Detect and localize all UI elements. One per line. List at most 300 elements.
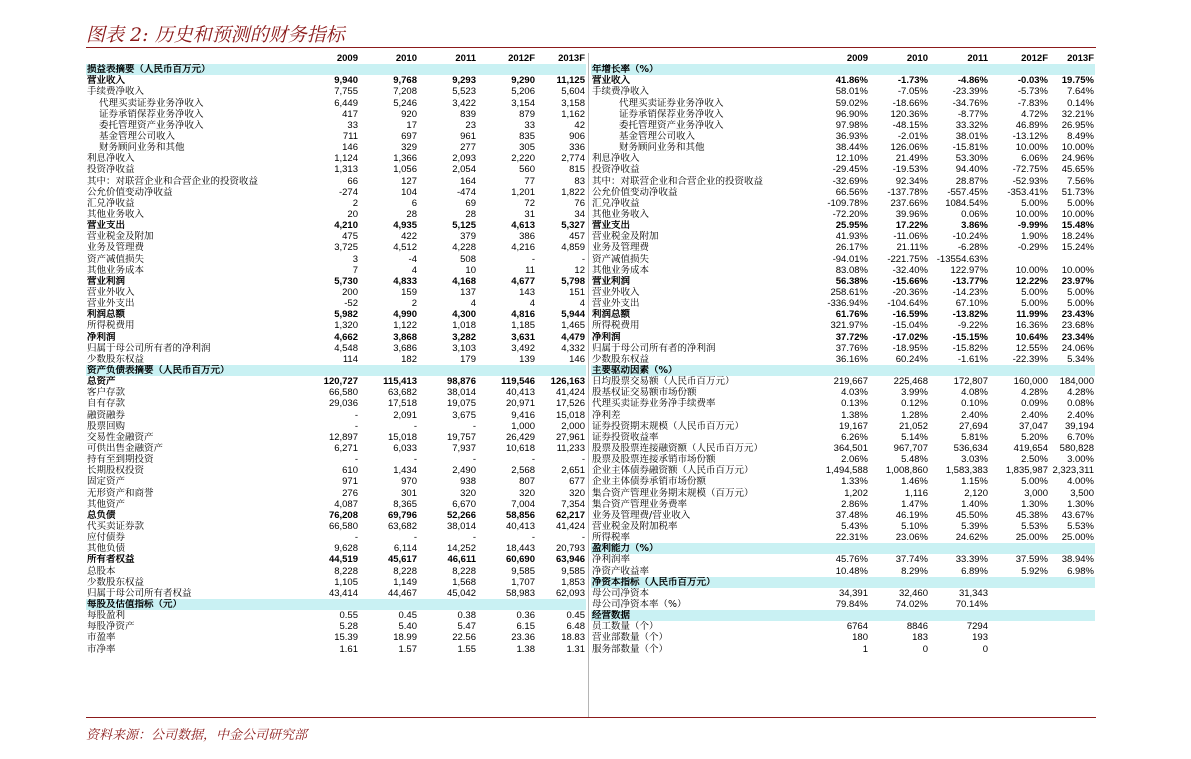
cell-value: 28 [406,209,417,221]
cell-value: 379 [460,231,476,243]
cell-value: 66,580 [328,520,358,532]
cell-value: 16.36% [1015,320,1048,332]
cell-value: 1,000 [511,420,535,432]
cell-value: 76 [574,197,585,209]
row-label: 员工数量（个） [592,621,659,633]
cell-value: 12.22% [1015,275,1048,287]
cell-value: 1,202 [844,487,868,499]
cell-value: -9.22% [957,320,988,332]
cell-value: 2.40% [1067,409,1094,421]
table-row [591,532,1095,543]
row-label: 每股净资产 [87,621,135,633]
row-label: 股票及股票连接融资额（人民币百万元） [592,442,764,454]
table-row [591,254,1095,265]
table-row [591,632,1095,643]
section-header-row [86,599,586,610]
cell-value: 27,694 [958,420,988,432]
cell-value: 9,290 [511,75,535,87]
row-label: 少数股东权益 [592,353,650,365]
cell-value: 40,413 [505,387,535,399]
cell-value: -13554.63% [936,253,988,265]
cell-value [1049,643,1095,654]
table-row [591,465,1095,476]
row-label: 净利润 [87,331,116,343]
cell-value: -13.12% [1012,131,1048,143]
cell-value: -1.73% [897,75,928,87]
cell-value: 180 [852,632,868,644]
cell-value: - [354,532,358,544]
table-row [86,287,586,298]
row-label: 长期股权投资 [87,465,145,477]
cell-value: 3,154 [511,97,535,109]
table-row [591,387,1095,398]
cell-value: 26.95% [1061,119,1094,131]
left-panel [86,53,586,655]
cell-value: 4.03% [841,387,868,399]
cell-value: 62,217 [555,509,585,521]
table-row [86,332,586,343]
cell-value: 26,429 [505,431,535,443]
table-row [86,499,586,510]
table-row [591,643,1095,654]
cell-value: 104 [401,186,417,198]
row-label: 少数股东权益 [87,576,145,588]
cell-value [1049,632,1095,643]
row-label: 基金管理公司收入 [99,131,176,143]
cell-value: 20,793 [555,543,585,555]
cell-value: 4,990 [393,309,417,321]
header-blank [86,53,300,64]
cell-value: 4.28% [1021,387,1048,399]
cell-value: - [531,253,535,265]
cell-value: 23.34% [1061,331,1094,343]
cell-value: 1.55 [457,643,476,655]
year-header: 2011 [455,53,476,65]
row-label: 其他资产 [87,498,126,510]
row-label: 其他业务成本 [87,264,145,276]
row-label: 代理买卖证券业务净手续费率 [592,398,716,410]
row-label: 其他负债 [87,543,126,555]
table-row [591,142,1095,153]
row-label: 企业主体债券承销市场份额 [592,476,707,488]
row-label: 服务部数量（个） [592,643,669,655]
cell-value: -15.66% [892,275,928,287]
cell-value: 6,670 [452,498,476,510]
cell-value: 164 [460,175,476,187]
row-label: 客户存款 [87,387,126,399]
cell-value: 225,468 [893,376,928,388]
cell-value: 7,937 [452,442,476,454]
table-row [591,454,1095,465]
cell-value: 79.84% [835,598,868,610]
cell-value: 44,467 [387,587,417,599]
row-label: 营业利润 [87,275,126,287]
row-label: 营业收入 [87,75,126,87]
row-label: 证券承销保荐业务净收入 [99,108,204,120]
cell-value: 63,682 [387,387,417,399]
cell-value: 5.14% [901,431,928,443]
cell-value: 23.06% [895,532,928,544]
cell-value: 5,944 [561,309,585,321]
cell-value: 417 [342,108,358,120]
cell-value: 1.90% [1021,231,1048,243]
cell-value [1049,599,1095,610]
cell-value: 1.38 [516,643,535,655]
row-label: 所得税费用 [592,320,640,332]
cell-value: 4,833 [393,275,417,287]
cell-value: 5.81% [961,431,988,443]
cell-value: 4,087 [334,498,358,510]
cell-value: 677 [569,476,585,488]
cell-value: 10.64% [1015,331,1048,343]
table-row [86,176,586,187]
table-row [591,242,1095,253]
table-row [591,287,1095,298]
cell-value: 5,604 [561,86,585,98]
row-label: 资产减值损失 [592,253,650,265]
cell-value: 5.34% [1067,353,1094,365]
cell-value: -221.75% [887,253,928,265]
table-row [86,387,586,398]
cell-value: 1.47% [901,498,928,510]
cell-value: 0.08% [1067,398,1094,410]
section-header-row [591,365,1095,376]
cell-value: 1.57 [398,643,417,655]
cell-value: 5.48% [901,454,928,466]
row-label: 每股盈利 [87,610,126,622]
row-label: 财务顾问业务和其他 [99,142,185,154]
cell-value: -10.24% [952,231,988,243]
row-label: 业务及管理费/营业收入 [592,509,691,521]
row-label: 可供出售金融资产 [87,442,164,454]
table-row [86,198,586,209]
cell-value: 70.14% [955,598,988,610]
cell-value: 72 [524,197,535,209]
row-label: 利息净收入 [87,153,135,165]
cell-value: 1,124 [334,153,358,165]
row-label: 市净率 [87,643,116,655]
cell-value: 5,523 [452,86,476,98]
cell-value [989,632,1049,643]
cell-value: 8,228 [393,565,417,577]
table-row [591,554,1095,565]
cell-value: -1.61% [957,353,988,365]
cell-value: -13.82% [952,309,988,321]
row-label: 证券承销保荐业务净收入 [619,108,724,120]
cell-value: 5,982 [334,309,358,321]
cell-value: -6.28% [957,242,988,254]
table-row [591,510,1095,521]
row-label: 所得税率 [592,532,631,544]
cell-value: 5,125 [452,220,476,232]
cell-value: - [472,420,476,432]
cell-value: - [354,454,358,466]
table-row [86,510,586,521]
cell-value: -23.39% [952,86,988,98]
cell-value: 24.06% [1061,342,1094,354]
growth-drivers-table [591,53,1095,655]
row-label: 股票回购 [87,420,126,432]
cell-value: 1.30% [1067,498,1094,510]
cell-value: -16.59% [892,309,928,321]
table-row [591,220,1095,231]
row-label: 所得税费用 [87,320,135,332]
table-row [591,343,1095,354]
cell-value: 0.13% [841,398,868,410]
cell-value: 1,853 [561,576,585,588]
table-row [591,398,1095,409]
cell-value: -5.73% [1017,86,1048,98]
cell-value: 2,490 [452,465,476,477]
cell-value: 11.99% [1016,309,1048,321]
cell-value: 971 [342,476,358,488]
cell-value: 0.09% [1021,398,1048,410]
row-label: 营业部数量（个） [592,632,669,644]
cell-value: 1.15% [961,476,988,488]
row-label: 母公司净资本 [592,587,650,599]
cell-value: 33 [347,119,358,131]
cell-value: 301 [401,487,417,499]
bottom-rule [86,717,1096,718]
row-label: 自有存款 [87,398,126,410]
row-label: 营业税金及附加 [87,231,154,243]
cell-value: -474 [456,186,476,198]
cell-value: -94.01% [832,253,868,265]
table-row [86,454,586,465]
table-row [86,465,586,476]
cell-value: 12.55% [1015,342,1048,354]
cell-value: 277 [460,142,476,154]
cell-value: 364,501 [833,442,868,454]
cell-value: 179 [460,353,476,365]
cell-value: 8.29% [901,565,928,577]
cell-value: 1.61 [339,643,358,655]
cell-value: -20.36% [892,287,928,299]
cell-value: 8846 [906,621,928,633]
cell-value: 336 [569,142,585,154]
cell-value: - [413,532,417,544]
cell-value: 38.94% [1061,554,1094,566]
row-label: 手续费净收入 [592,86,650,98]
cell-value: 329 [401,142,417,154]
cell-value: 3 [352,253,358,265]
cell-value: 17,526 [555,398,585,410]
section-header-row [591,577,1095,588]
cell-value: 183 [912,632,928,644]
cell-value: 6.98% [1067,565,1094,577]
cell-value: 305 [519,142,535,154]
cell-value: 19.75% [1061,75,1094,87]
cell-value: 63,946 [555,554,585,566]
cell-value: 67.10% [955,298,988,310]
year-header: 2009 [336,53,358,65]
cell-value: 63,682 [387,520,417,532]
cell-value: 43.67% [1061,509,1094,521]
year-header: 2011 [967,53,988,65]
cell-value: 2,774 [561,153,585,165]
cell-value: 120,727 [323,376,358,388]
section-title: 经营数据 [591,610,1095,621]
table-row [591,499,1095,510]
row-label: 融资融券 [87,409,126,421]
cell-value: 3,868 [393,331,417,343]
cell-value: 83 [574,175,585,187]
cell-value: 2,093 [452,153,476,165]
cell-value: -15.82% [952,342,988,354]
cell-value: 26.17% [835,242,868,254]
cell-value: 0 [982,643,988,655]
table-row [591,599,1095,610]
cell-value: 4,228 [452,242,476,254]
table-row [86,432,586,443]
cell-value: 970 [401,476,417,488]
cell-value: - [413,454,417,466]
cell-value: 9,940 [334,75,358,87]
section-title: 年增长率（%） [591,64,1095,75]
table-row [86,153,586,164]
cell-value: 127 [401,175,417,187]
cell-value: 10.00% [1015,142,1048,154]
cell-value: 40,413 [505,520,535,532]
cell-value: 39.96% [895,209,928,221]
table-row [86,209,586,220]
cell-value: 61.76% [835,309,868,321]
cell-value: 32,460 [898,587,928,599]
cell-value: 19,757 [446,431,476,443]
cell-value: 114 [342,353,358,365]
cell-value: 6,114 [393,543,417,555]
cell-value: 3.86% [961,220,988,232]
figure-title: 图表 2: 历史和预测的财务指标 [86,24,345,46]
row-label: 营业外收入 [87,287,135,299]
cell-value: 1,116 [904,487,928,499]
cell-value: 3,686 [393,342,417,354]
cell-value: 2,323,311 [1052,465,1094,477]
cell-value: 3,725 [334,242,358,254]
cell-value: 172,807 [953,376,988,388]
cell-value: 42 [574,119,585,131]
cell-value: -104.64% [887,298,928,310]
cell-value: 536,634 [953,442,988,454]
cell-value: 23.68% [1061,320,1094,332]
source-note: 资料来源：公司数据，中金公司研究部 [86,728,308,743]
row-label: 净利润率 [592,554,631,566]
cell-value: 8,365 [393,498,417,510]
cell-value: 4,816 [511,309,535,321]
cell-value: 10.00% [1061,142,1094,154]
section-title: 每股及估值指标（元） [86,599,586,610]
year-header: 2013F [558,53,585,65]
cell-value: -72.20% [832,209,868,221]
cell-value: 37.76% [835,342,868,354]
cell-value: 9,293 [452,75,476,87]
table-row [86,131,586,142]
cell-value: 5.28 [339,621,358,633]
row-label: 股票及股票连接承销市场份额 [592,454,716,466]
cell-value: 15.48% [1061,220,1094,232]
table-row [86,521,586,532]
cell-value: 41,424 [555,520,585,532]
cell-value: 1,822 [561,186,585,198]
section-title: 资产负债表摘要（人民币百万元） [86,365,586,376]
row-label: 其他业务成本 [592,264,650,276]
cell-value: 36.16% [835,353,868,365]
cell-value: 11,125 [556,75,585,87]
cell-value: -4 [408,253,417,265]
cell-value: - [531,454,535,466]
table-row [86,242,586,253]
cell-value: 3,492 [511,342,535,354]
cell-value: 159 [401,287,417,299]
cell-value: 10.00% [1015,209,1048,221]
row-label: 代理买卖证券业务净收入 [619,97,724,109]
cell-value: 19,075 [446,398,476,410]
row-label: 总股本 [87,565,116,577]
cell-value: 920 [401,108,417,120]
cell-value: 967,707 [893,442,928,454]
cell-value: - [354,420,358,432]
row-label: 营业税金及附加税率 [592,520,678,532]
cell-value: 2,568 [511,465,535,477]
cell-value: 0.45 [566,610,585,622]
cell-value: 24.62% [955,532,988,544]
table-row [86,621,586,632]
cell-value: 33 [524,119,535,131]
table-row [591,176,1095,187]
cell-value: 5.92% [1021,565,1048,577]
cell-value: 18.83 [561,632,585,644]
table-row [86,86,586,97]
row-label: 持有至到期投资 [87,454,154,466]
cell-value: 1,122 [393,320,417,332]
cell-value: 37,047 [1018,420,1048,432]
cell-value: 1,320 [334,320,358,332]
cell-value: 4.00% [1067,476,1094,488]
cell-value: 25.00% [1015,532,1048,544]
cell-value: 2,120 [964,487,988,499]
cell-value: 0.45 [398,610,417,622]
cell-value [989,621,1049,632]
cell-value: 23 [465,119,476,131]
cell-value: 146 [342,142,358,154]
table-row [86,643,586,654]
cell-value: 1,201 [511,186,535,198]
cell-value: 4,859 [561,242,585,254]
cell-value: 76,208 [328,509,358,521]
cell-value: 7,004 [511,498,535,510]
cell-value: 10.00% [1015,264,1048,276]
cell-value: 419,654 [1013,442,1048,454]
row-label: 少数股东权益 [87,353,145,365]
section-title: 主要驱动因素（%） [591,365,1095,376]
cell-value: -0.03% [1017,75,1048,87]
row-label: 应付债券 [87,532,126,544]
cell-value: 45,042 [446,587,476,599]
cell-value: -22.39% [1012,353,1048,365]
section-header-row [591,64,1095,75]
cell-value: 3,422 [452,97,476,109]
table-row [86,109,586,120]
cell-value: -353.41% [1007,186,1048,198]
cell-value: 19,167 [838,420,868,432]
table-row [86,376,586,387]
cell-value: 15.39 [334,632,358,644]
cell-value: 18.24% [1061,231,1094,243]
cell-value: 1,313 [334,164,358,176]
cell-value: 2.06% [841,454,868,466]
row-label: 证券投资期末规模（人民币百万元） [592,420,745,432]
table-row [86,554,586,565]
